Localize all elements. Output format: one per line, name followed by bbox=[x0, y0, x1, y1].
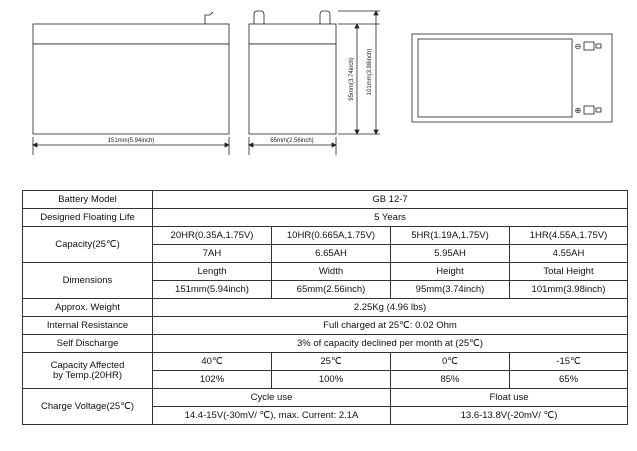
top-terminal-pos bbox=[584, 106, 594, 114]
front-width-label: 151mm(5.94inch) bbox=[107, 138, 155, 144]
capacity-value: 6.65AH bbox=[272, 245, 391, 263]
self-discharge-label: Self Discharge bbox=[23, 335, 153, 353]
charge-voltage-label: Charge Voltage(25℃) bbox=[23, 389, 153, 425]
self-discharge-row bbox=[23, 335, 628, 353]
dimension-header: Height bbox=[391, 263, 510, 281]
temperature-row bbox=[23, 353, 628, 371]
resistance-row bbox=[23, 317, 628, 335]
weight-row bbox=[23, 299, 628, 317]
weight-label: Approx. Weight bbox=[23, 299, 153, 317]
battery-model-row bbox=[23, 191, 628, 209]
dimensions-header-row bbox=[23, 263, 628, 281]
resistance-label: Internal Resistance bbox=[23, 317, 153, 335]
height-label: 95mm(3.74inch) bbox=[349, 57, 355, 101]
float-use-value: 13.6-13.8V(-20mV/ ℃) bbox=[391, 407, 628, 425]
temperature-value: 25℃ bbox=[272, 353, 391, 371]
capacity-rate: 10HR(0.665A,1.75V) bbox=[272, 227, 391, 245]
negative-terminal-icon: ⊖ bbox=[574, 42, 582, 51]
temperature-value: 40℃ bbox=[153, 353, 272, 371]
dimensions-label: Dimensions bbox=[23, 263, 153, 299]
cycle-use-value: 14.4-15V(-30mV/ ℃), max. Current: 2.1A bbox=[153, 407, 391, 425]
capacity-label: Capacity(25℃) bbox=[23, 227, 153, 263]
capacity-rate-row bbox=[23, 227, 628, 245]
cycle-use-header: Cycle use bbox=[153, 389, 391, 407]
spec-table bbox=[22, 190, 628, 425]
dimension-value: 151mm(5.94inch) bbox=[153, 281, 272, 299]
top-terminal-neg bbox=[584, 42, 594, 50]
dimension-header: Length bbox=[153, 263, 272, 281]
front-view bbox=[33, 12, 229, 155]
dimension-value: 95mm(3.74inch) bbox=[391, 281, 510, 299]
side-width-label: 65mm(2.56inch) bbox=[270, 138, 314, 144]
temperature-capacity: 65% bbox=[510, 371, 628, 389]
side-view bbox=[249, 11, 380, 155]
floating-life-row bbox=[23, 209, 628, 227]
weight-value: 2.25Kg (4.96 lbs) bbox=[153, 299, 628, 317]
capacity-value: 5.95AH bbox=[391, 245, 510, 263]
float-use-header: Float use bbox=[391, 389, 628, 407]
capacity-value: 7AH bbox=[153, 245, 272, 263]
total-height-label: 101mm(3.98inch) bbox=[367, 48, 373, 96]
battery-drawings bbox=[0, 0, 637, 185]
capacity-rate: 20HR(0.35A,1.75V) bbox=[153, 227, 272, 245]
temperature-value: -15℃ bbox=[510, 353, 628, 371]
resistance-value: Full charged at 25℃: 0.02 Ohm bbox=[153, 317, 628, 335]
dimension-value: 101mm(3.98inch) bbox=[510, 281, 628, 299]
temperature-value: 0℃ bbox=[391, 353, 510, 371]
dimension-header: Total Height bbox=[510, 263, 628, 281]
temperature-capacity: 85% bbox=[391, 371, 510, 389]
floating-life-value: 5 Years bbox=[153, 209, 628, 227]
side-terminal-right bbox=[320, 11, 330, 24]
dimension-value: 65mm(2.56inch) bbox=[272, 281, 391, 299]
self-discharge-value: 3% of capacity declined per month at (25℃) bbox=[153, 335, 628, 353]
side-terminal-left bbox=[254, 11, 264, 24]
temperature-label-line1: Capacity Affected bbox=[50, 359, 125, 371]
capacity-value: 4.55AH bbox=[510, 245, 628, 263]
front-terminal bbox=[205, 12, 213, 24]
dimension-header: Width bbox=[272, 263, 391, 281]
capacity-rate: 5HR(1.19A,1.75V) bbox=[391, 227, 510, 245]
capacity-rate: 1HR(4.55A,1.75V) bbox=[510, 227, 628, 245]
temperature-label-line2: by Temp.(20HR) bbox=[53, 369, 122, 381]
top-view bbox=[412, 34, 612, 122]
floating-life-label: Designed Floating Life bbox=[23, 209, 153, 227]
temperature-capacity: 102% bbox=[153, 371, 272, 389]
battery-model-value: GB 12-7 bbox=[153, 191, 628, 209]
battery-model-label: Battery Model bbox=[23, 191, 153, 209]
temperature-label bbox=[23, 353, 153, 389]
temperature-capacity: 100% bbox=[272, 371, 391, 389]
positive-terminal-icon: ⊕ bbox=[574, 106, 582, 115]
charge-voltage-header-row bbox=[23, 389, 628, 407]
